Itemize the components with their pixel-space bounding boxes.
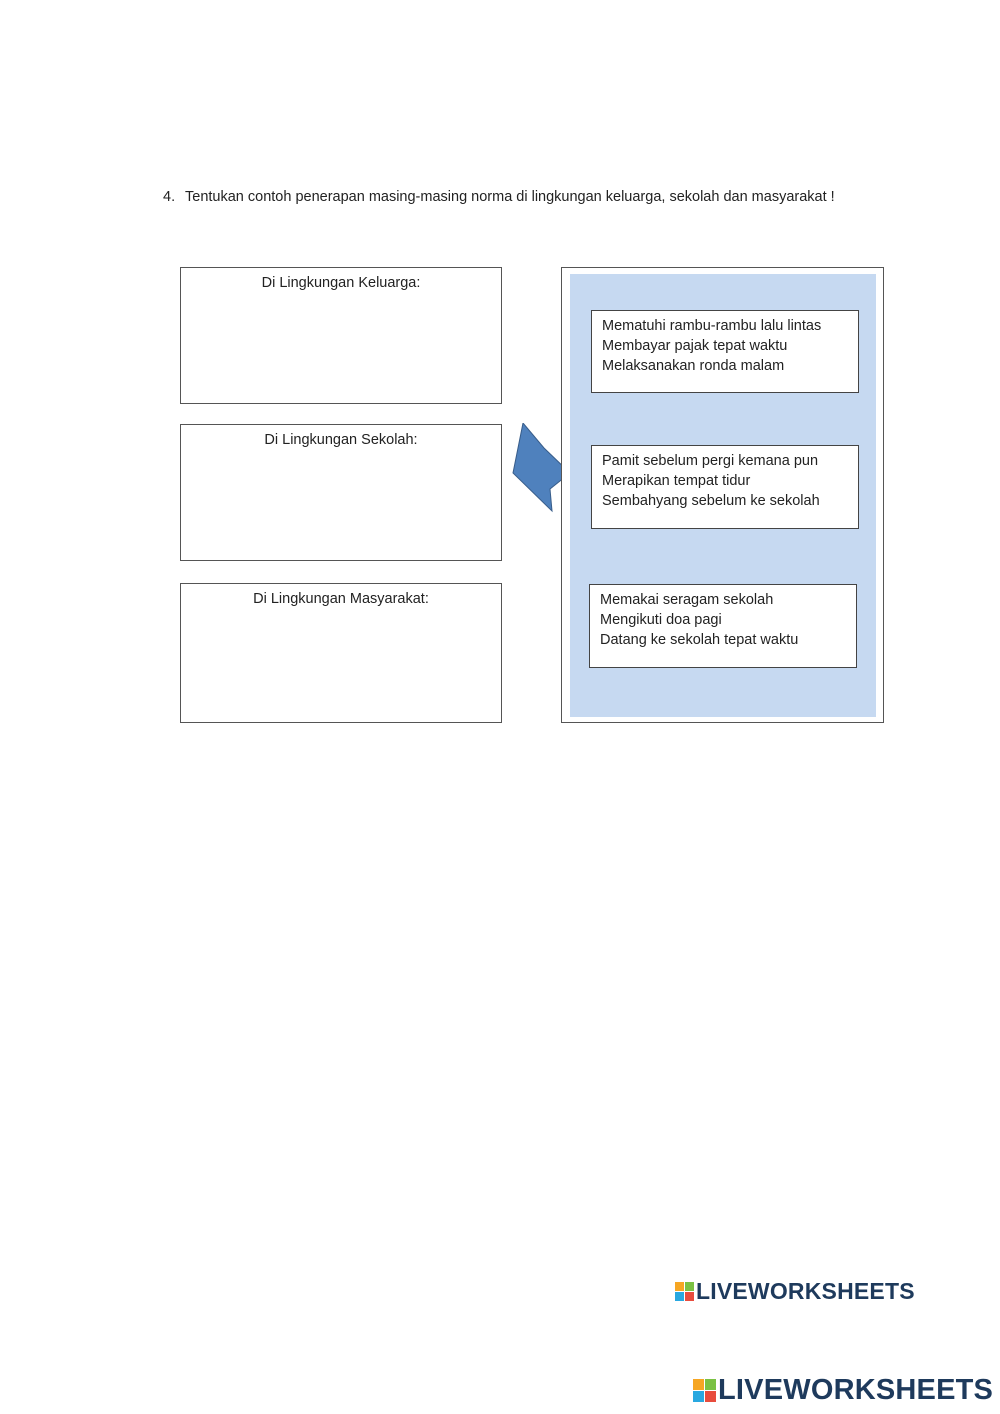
drop-zone-label: Di Lingkungan Masyarakat: [253,591,429,607]
liveworksheets-logo [675,1278,915,1305]
card-line: Memakai seragam sekolah [600,592,774,608]
draggable-card[interactable] [591,310,859,393]
card-line: Pamit sebelum pergi kemana pun [602,453,819,469]
card-line: Mematuhi rambu-rambu lalu lintas [602,318,822,334]
liveworksheets-footer-logo [693,1374,993,1407]
drop-zone-sekolah[interactable] [180,424,502,561]
draggable-card[interactable] [591,445,859,529]
question [163,186,835,209]
question-number: 4. [163,189,176,205]
card-line: Membayar pajak tepat waktu [602,338,788,354]
question-text: Tentukan contoh penerapan masing-masing norma di lingkungan keluarga, sekolah dan masyarakat ! [185,189,835,205]
drop-zone-label: Di Lingkungan Sekolah: [264,432,418,448]
logo-mark-icon [693,1379,716,1402]
logo-mark-icon [675,1282,694,1301]
card-line: Melaksanakan ronda malam [602,358,785,374]
draggable-card[interactable] [589,584,857,668]
card-line: Sembahyang sebelum ke sekolah [602,493,820,509]
logo-text: LIVEWORKSHEETS [718,1374,994,1406]
card-line: Mengikuti doa pagi [600,612,722,628]
card-line: Datang ke sekolah tepat waktu [600,632,799,648]
drop-zone-label: Di Lingkungan Keluarga: [261,275,421,291]
card-bank-panel [561,267,884,723]
logo-text: LIVEWORKSHEETS [696,1278,915,1304]
drop-zone-masyarakat[interactable] [180,583,502,723]
drop-zone-keluarga[interactable] [180,267,502,404]
card-line: Merapikan tempat tidur [602,473,751,489]
